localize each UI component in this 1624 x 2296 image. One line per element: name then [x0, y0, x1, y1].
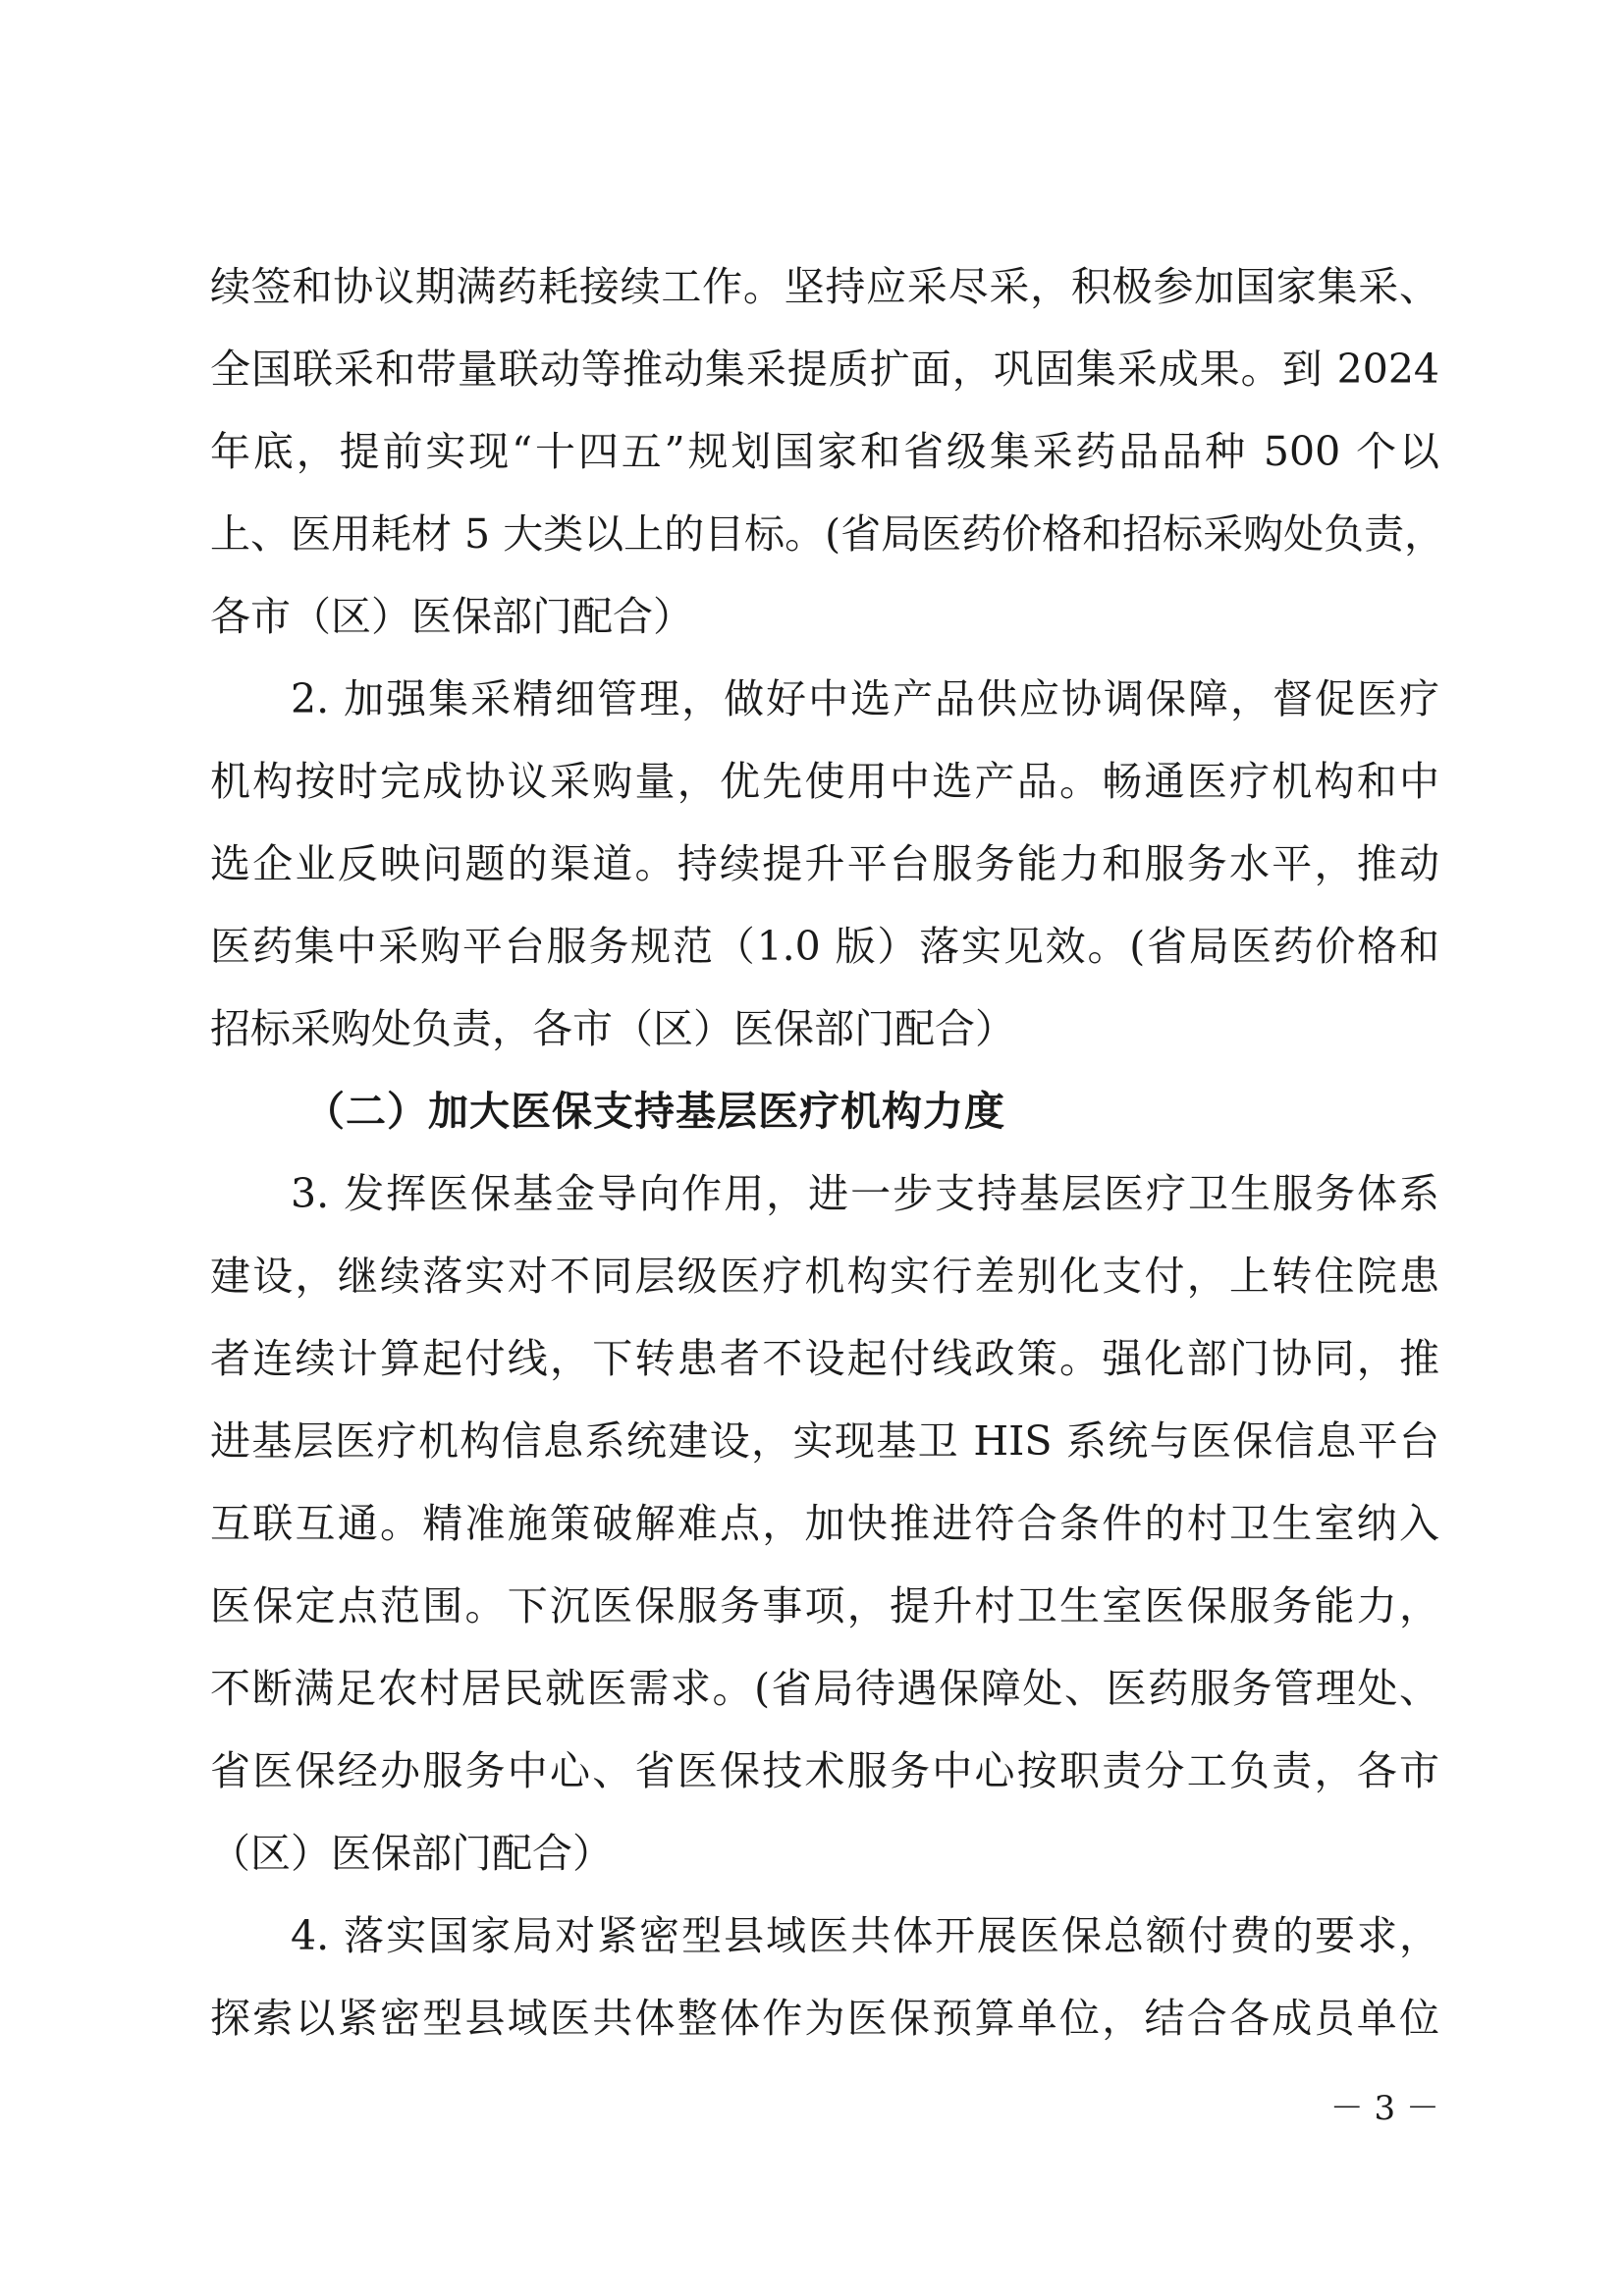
body-text-line: 者连续计算起付线，下转患者不设起付线政策。强化部门协同，推	[210, 1335, 1439, 1382]
body-text-line: 医保定点范围。下沉医保服务事项，提升村卫生室医保服务能力，	[210, 1582, 1439, 1629]
body-text-line: 续签和协议期满药耗接续工作。坚持应采尽采，积极参加国家集采、	[210, 263, 1439, 310]
page-number: － 3 －	[1329, 2089, 1439, 2128]
body-text-line: 互联互通。精准施策破解难点，加快推进符合条件的村卫生室纳入	[210, 1500, 1439, 1547]
paragraph-3-first-line: 3. 发挥医保基金导向作用，进一步支持基层医疗卫生服务体系	[291, 1170, 1439, 1217]
body-text-line: 全国联采和带量联动等推动集采提质扩面，巩固集采成果。到 2024	[210, 346, 1439, 393]
paragraph-2-first-line: 2. 加强集采精细管理，做好中选产品供应协调保障，督促医疗	[291, 675, 1439, 722]
body-text-line: 机构按时完成协议采购量，优先使用中选产品。畅通医疗机构和中	[210, 758, 1439, 805]
body-text-line: 探索以紧密型县域医共体整体作为医保预算单位，结合各成员单位	[210, 1995, 1439, 2042]
body-text-line: 医药集中采购平台服务规范（1.0 版）落实见效。(省局医药价格和	[210, 923, 1439, 970]
body-text-line: 年底，提前实现“十四五”规划国家和省级集采药品品种 500 个以	[210, 428, 1439, 475]
body-text-line: 上、医用耗材 5 大类以上的目标。(省局医药价格和招标采购处负责，	[210, 510, 1445, 558]
paragraph-4-first-line: 4. 落实国家局对紧密型县域医共体开展医保总额付费的要求，	[291, 1912, 1439, 1959]
body-text-line: 进基层医疗机构信息系统建设，实现基卫 HIS 系统与医保信息平台	[210, 1417, 1439, 1465]
body-text-line: 建设，继续落实对不同层级医疗机构实行差别化支付，上转住院患	[210, 1253, 1439, 1300]
section-heading: （二）加大医保支持基层医疗机构力度	[304, 1088, 1005, 1135]
body-text-line: 选企业反映问题的渠道。持续提升平台服务能力和服务水平，推动	[210, 840, 1439, 887]
body-text-line: 省医保经办服务中心、省医保技术服务中心按职责分工负责，各市	[210, 1747, 1439, 1794]
body-text-line: （区）医保部门配合）	[210, 1830, 613, 1877]
body-text-line: 招标采购处负责，各市（区）医保部门配合）	[210, 1005, 1015, 1052]
body-text-line: 各市（区）医保部门配合）	[210, 593, 693, 640]
body-text-line: 不断满足农村居民就医需求。(省局待遇保障处、医药服务管理处、	[210, 1665, 1439, 1712]
